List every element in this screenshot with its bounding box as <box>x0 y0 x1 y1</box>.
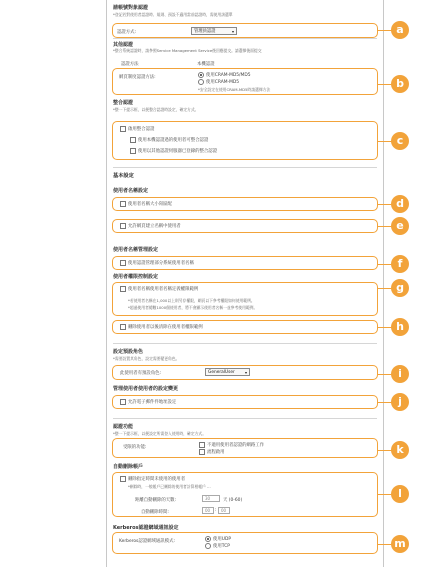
divider <box>113 418 377 419</box>
cram-md5-label: 使用CRAM-MD5 <box>206 80 240 85</box>
callout-line-l <box>378 494 392 495</box>
restricted-functions-label: 受限的功能: <box>123 445 147 450</box>
divider <box>113 343 377 344</box>
callout-box-c <box>112 121 378 160</box>
callout-line-i <box>378 374 392 375</box>
udp-label: 使用UDP <box>213 537 232 542</box>
callout-badge-h: h <box>391 318 409 336</box>
other-server-label: 使用以其他認證伺服器已登錄的整合認證 <box>138 149 218 154</box>
callout-badge-d: d <box>391 195 409 213</box>
username-settings-title: 使用者名稱設定 <box>113 188 149 194</box>
days-until-delete-input[interactable]: 30 <box>202 495 220 502</box>
privilege-settings-title: 使用者權限控制設定 <box>113 274 159 280</box>
workflow-label: 流程啟用 <box>207 450 225 455</box>
callout-badge-e: e <box>391 217 409 235</box>
callout-badge-f: f <box>391 255 409 273</box>
callout-badge-m: m <box>391 535 409 553</box>
privilege-example-label: 使用者名稱使用者名稱定義權限範例 <box>128 287 199 292</box>
integrated-auth-label: 啟用整合認證 <box>128 127 155 132</box>
cram-md5-note: *安全設定在使用CRAM-MD5時請選擇方法 <box>198 87 271 92</box>
auto-delete-label: 刪除指定時間未使用的使用者 <box>128 477 186 482</box>
network-job-label: 不適用使用者認證的網路工作 <box>207 443 265 448</box>
callout-line-d <box>378 204 392 205</box>
callout-line-a <box>378 30 392 31</box>
integrated-auth-note: *整一下提示框，以便整合認證時設定，確定方式。 <box>113 107 199 112</box>
default-role-note: *需要設置其角色，設定需要變更角色。 <box>113 356 180 361</box>
auth-functions-note: *整一下提示框，以便設定所需登入使用時，確定方式。 <box>113 431 207 436</box>
allow-email-label: 允許電子郵件件地址設定 <box>128 400 177 405</box>
col-method-header: 認證方法 <box>121 62 139 67</box>
days-unit-label: 天 (0-60) <box>223 498 243 503</box>
chevron-down-icon: ▾ <box>244 370 247 375</box>
callout-line-f <box>378 264 392 265</box>
callout-badge-g: g <box>391 279 409 297</box>
chevron-down-icon: ▾ <box>231 29 234 34</box>
local-integrated-label: 使用本機認證過的使用者可整合認證 <box>138 138 209 143</box>
callout-box-d <box>112 197 378 211</box>
tcp-label: 使用TCP <box>213 544 230 549</box>
callout-badge-j: j <box>391 393 409 411</box>
privilege-note-2: *超過使用者總數1000個使用者，將不會顯示使用者名稱一並參考使用範例。 <box>128 305 258 310</box>
time-separator: : <box>215 508 217 513</box>
admin-username-label: 使用認證管理部分系統使用者名稱 <box>128 261 194 266</box>
callout-box-k <box>112 438 378 458</box>
callout-line-b <box>378 84 392 85</box>
callout-box-e <box>112 219 378 233</box>
callout-box-h <box>112 320 378 334</box>
delete-time-minute-input[interactable]: 00 <box>218 507 230 514</box>
kerberos-mode-label: Kerberos認證網域通訊模式: <box>119 539 175 544</box>
integrated-auth-title: 整合認證 <box>113 100 134 106</box>
callout-badge-k: k <box>391 441 409 459</box>
callout-line-m <box>378 544 392 545</box>
auth-method-label: 認證方式: <box>117 30 137 35</box>
kerberos-title: Kerberos認證網域通訊設定 <box>113 525 179 531</box>
login-auth-note: *登記若對使用者認證時、規則、預設不適用當前認證時，需使用該選單 <box>113 12 233 17</box>
callout-line-j <box>378 402 392 403</box>
auto-delete-note: *刪除時，一般帳戶已刪除的使用者計算相帳戶 ... <box>128 484 211 489</box>
privilege-note-1: *若使用者名稱在1,000以上則另存權限，網頁以下參考權限如何使用範例。 <box>128 298 255 303</box>
callout-box-l <box>112 472 378 517</box>
default-role-label: 此使用者有預設角色: <box>120 371 161 376</box>
callout-badge-a: a <box>391 21 409 39</box>
callout-box-b <box>112 68 378 95</box>
callout-line-g <box>378 288 392 289</box>
login-auth-title: 請帳號對象認證 <box>113 5 149 11</box>
case-match-label: 使用者名稱大小寫區配 <box>128 202 172 207</box>
callout-box-g <box>112 282 378 316</box>
callout-box-f <box>112 256 378 270</box>
callout-box-m <box>112 532 378 554</box>
callout-line-c <box>378 141 392 142</box>
divider <box>113 167 377 168</box>
cram-md5-md5-label: 使用CRAM-MD5/MD5 <box>206 73 251 78</box>
callout-badge-l: l <box>391 485 409 503</box>
other-auth-note: *整合系統認證時，請參照Service Management Service後回應提交。請選擇後面提交 <box>113 48 262 53</box>
delete-time-label: 自動刪除時間: <box>141 510 169 515</box>
divider <box>113 38 377 39</box>
default-role-title: 設定預設角色 <box>113 349 144 355</box>
callout-box-i <box>112 365 378 380</box>
delete-time-hour-input[interactable]: 00 <box>202 507 214 514</box>
auto-delete-title: 自動刪除帳戶 <box>113 464 144 470</box>
callout-badge-b: b <box>391 75 409 93</box>
callout-line-k <box>378 450 392 451</box>
callout-line-e <box>378 226 392 227</box>
basic-settings-title: 基本設定 <box>113 173 134 179</box>
auth-method-value: 管理員認證 <box>194 29 216 34</box>
web-auth-method-label: 網頁制度認證方法: <box>119 75 156 80</box>
callout-badge-i: i <box>391 365 409 383</box>
callout-box-j <box>112 395 378 409</box>
allow-web-name-label: 允許網頁建立名稱中使用者 <box>128 224 181 229</box>
callout-box-a <box>112 23 378 38</box>
other-auth-title: 其他認證 <box>113 42 134 48</box>
auth-functions-title: 認證功能 <box>113 424 134 430</box>
delete-privilege-label: 刪除使用者以後清除在使用者權限範例 <box>128 325 203 330</box>
default-role-value: GeneralUser <box>208 370 235 375</box>
days-until-delete-label: 距離自動刪除的天數: <box>135 498 176 503</box>
email-settings-title: 管理使用者使用者的設定變更 <box>113 386 179 392</box>
callout-line-h <box>378 327 392 328</box>
admin-settings-title: 使用者名稱管理設定 <box>113 247 159 253</box>
callout-badge-c: c <box>391 132 409 150</box>
col-setting-header: 本機認證 <box>197 62 215 67</box>
